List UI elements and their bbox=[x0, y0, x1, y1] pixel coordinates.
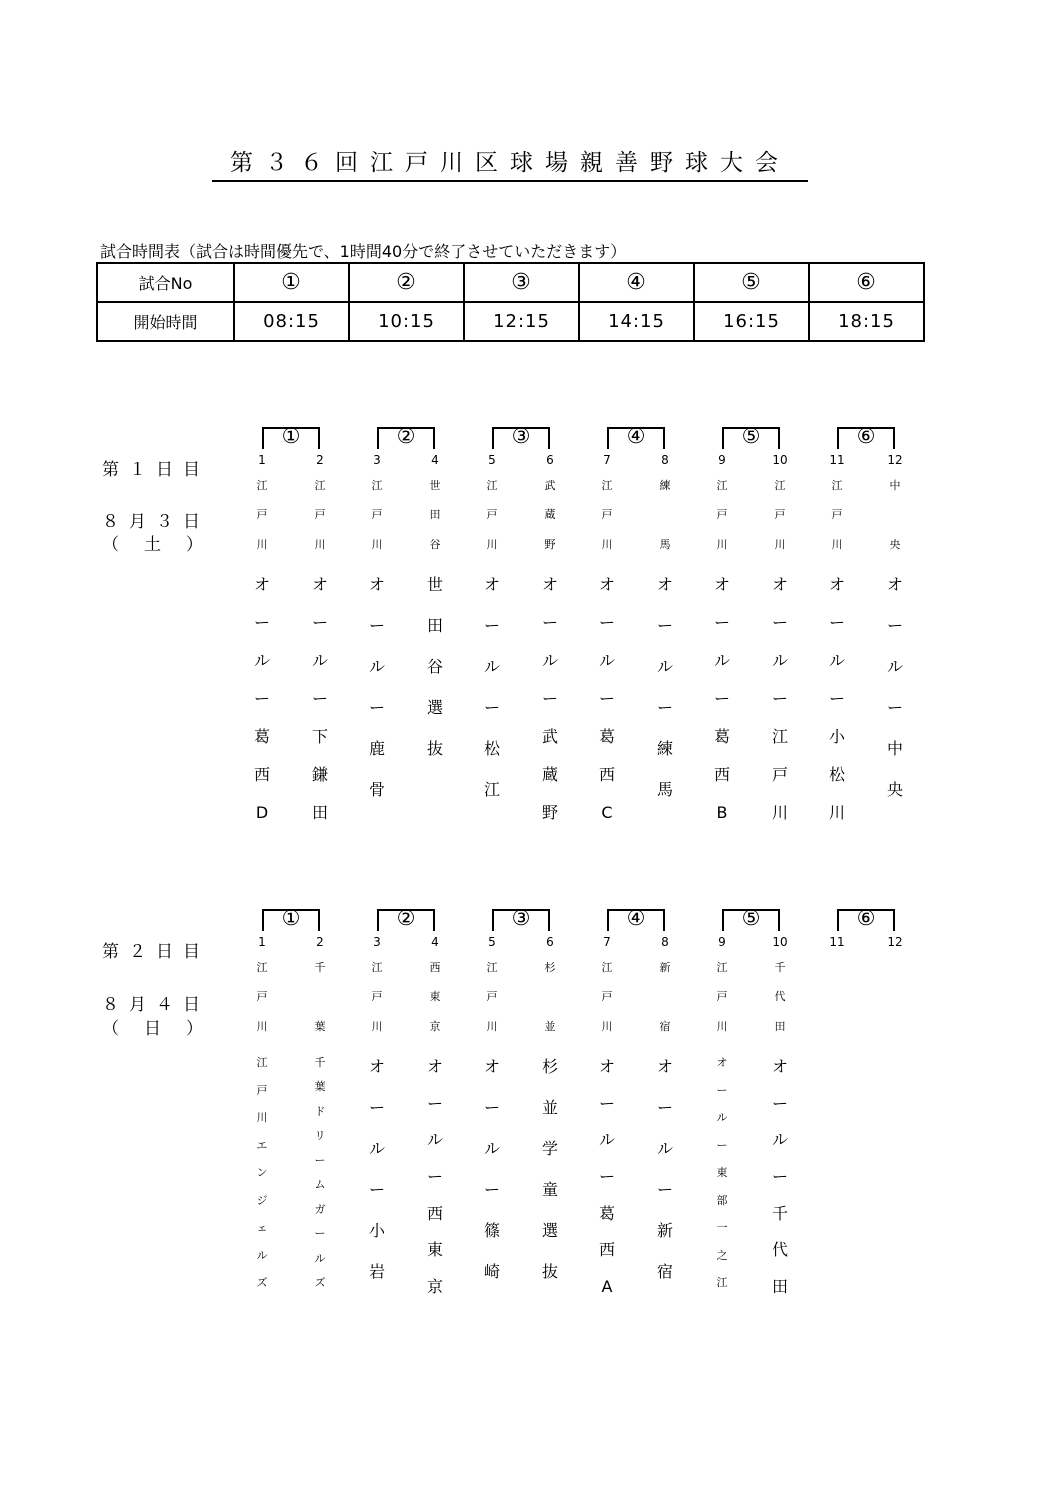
team-name-char: ー bbox=[368, 1180, 385, 1199]
team-region-char: 馬 bbox=[659, 538, 671, 551]
team-name-char: ル bbox=[598, 651, 615, 670]
slot-number: 11 bbox=[829, 935, 845, 949]
team-name-char: ズ bbox=[256, 1276, 268, 1289]
team-name-char: 西 bbox=[253, 765, 270, 784]
team-region-char: 千 bbox=[774, 961, 786, 974]
team-name-char: オ bbox=[253, 575, 270, 594]
team-region-char: 江 bbox=[371, 961, 383, 974]
team-name-char: 鎌 bbox=[311, 765, 328, 784]
team-name-char: 馬 bbox=[656, 780, 673, 799]
team-region-char: 戸 bbox=[256, 508, 268, 521]
team-name-char: ル bbox=[368, 1139, 385, 1158]
team-name-char: 川 bbox=[771, 803, 788, 822]
team-name-char: オ bbox=[886, 575, 903, 594]
team-region-char: 蔵 bbox=[544, 508, 556, 521]
schedule-table bbox=[96, 262, 925, 342]
day1-weekday: （ 土 ） bbox=[102, 535, 207, 555]
team-name-char: ル bbox=[713, 651, 730, 670]
team-name-char: ー bbox=[311, 613, 328, 632]
team-name-char: ー bbox=[253, 613, 270, 632]
team-region-char: 戸 bbox=[601, 990, 613, 1003]
team-region-char: 中 bbox=[889, 479, 901, 492]
team-name-char: リ bbox=[314, 1129, 326, 1143]
team-region-char: 川 bbox=[486, 538, 498, 551]
team-name-char: 戸 bbox=[256, 1083, 268, 1097]
team-name-char: 骨 bbox=[368, 780, 385, 799]
team-name-char: オ bbox=[598, 575, 615, 594]
slot-number: 9 bbox=[718, 935, 726, 949]
team-name-char: 千 bbox=[771, 1203, 788, 1223]
slot-number: 5 bbox=[488, 935, 496, 949]
team-name-char: 之 bbox=[716, 1248, 728, 1262]
team-name-char: ェ bbox=[256, 1221, 268, 1234]
team-name-char: 宿 bbox=[656, 1262, 673, 1281]
team-name-char: ル bbox=[886, 657, 903, 676]
team-name-char: 選 bbox=[426, 698, 443, 717]
team-region-char: 川 bbox=[486, 1020, 498, 1033]
team-region-char: 川 bbox=[256, 538, 268, 551]
start-time-cell: 16:15 bbox=[694, 302, 809, 341]
team-name-char: 松 bbox=[483, 739, 500, 758]
team-region-char: 江 bbox=[256, 961, 268, 974]
team-name-char: 田 bbox=[426, 616, 443, 635]
team-name-char: オ bbox=[771, 575, 788, 594]
team-region-char: 葉 bbox=[314, 1020, 326, 1033]
team-name-char: ル bbox=[368, 657, 385, 676]
slot-number: 8 bbox=[661, 453, 669, 467]
team-name-char: ン bbox=[256, 1166, 268, 1179]
start-time-cell: 08:15 bbox=[234, 302, 349, 341]
team-name-char: ル bbox=[716, 1111, 728, 1124]
slot-number: 9 bbox=[718, 453, 726, 467]
team-region-char: 戸 bbox=[716, 508, 728, 521]
team-name-char: ー bbox=[716, 1083, 728, 1097]
team-region-char: 戸 bbox=[486, 990, 498, 1003]
team-region-char: 京 bbox=[429, 1020, 441, 1033]
team-name-char: オ bbox=[541, 575, 558, 594]
team-name-char: 抜 bbox=[541, 1262, 558, 1281]
slot-number: 1 bbox=[258, 453, 266, 467]
game-no-label: 試合No bbox=[97, 263, 234, 302]
team-name-char: オ bbox=[311, 575, 328, 594]
game-number-mark: ⑥ bbox=[856, 424, 876, 448]
team-region-char: 川 bbox=[256, 1020, 268, 1033]
game-no-cell: ⑤ bbox=[694, 263, 809, 302]
team-region-char: 戸 bbox=[831, 508, 843, 521]
team-region-char: 練 bbox=[659, 479, 671, 492]
team-name-char: ル bbox=[656, 657, 673, 676]
team-name-char: ガ bbox=[314, 1202, 326, 1216]
page-title: 第３６回江戸川区球場親善野球大会 bbox=[212, 146, 808, 182]
team-name-char: ル bbox=[541, 651, 558, 670]
game-number-mark: ④ bbox=[626, 906, 646, 930]
team-name-char: オ bbox=[713, 575, 730, 594]
slot-number: 12 bbox=[887, 453, 903, 467]
team-name-char: 谷 bbox=[426, 657, 443, 676]
team-name-char: 東 bbox=[426, 1240, 443, 1260]
team-name-char: 江 bbox=[716, 1276, 728, 1289]
slot-number: 1 bbox=[258, 935, 266, 949]
team-name-char: 下 bbox=[311, 727, 328, 746]
team-region-char: 武 bbox=[544, 479, 556, 492]
team-name-char: 千 bbox=[314, 1056, 326, 1069]
team-name-char: 岩 bbox=[368, 1262, 385, 1281]
team-region-char: 江 bbox=[486, 479, 498, 492]
team-name-char: ル bbox=[253, 651, 270, 670]
start-time-cell: 10:15 bbox=[349, 302, 464, 341]
team-name-char: オ bbox=[483, 1057, 500, 1076]
team-name-char: 選 bbox=[541, 1221, 558, 1240]
team-name-char: 川 bbox=[828, 803, 845, 822]
team-name-char: ル bbox=[256, 1248, 268, 1262]
game-number-mark: ② bbox=[396, 424, 416, 448]
team-region-char: 田 bbox=[774, 1020, 786, 1033]
team-name-char: ー bbox=[368, 1098, 385, 1117]
team-region-char: 江 bbox=[486, 961, 498, 974]
team-name-char: 鹿 bbox=[368, 739, 385, 758]
team-name-char: ー bbox=[368, 698, 385, 717]
team-name-char: オ bbox=[656, 1057, 673, 1076]
slot-number: 2 bbox=[316, 935, 324, 949]
slot-number: 8 bbox=[661, 935, 669, 949]
game-no-cell: ② bbox=[349, 263, 464, 302]
team-region-char: 谷 bbox=[429, 538, 441, 551]
team-region-char: 川 bbox=[716, 1020, 728, 1033]
team-name-char: 葛 bbox=[253, 727, 270, 746]
team-name-char: 世 bbox=[426, 575, 443, 594]
team-name-char: ー bbox=[771, 1167, 788, 1186]
team-name-char: ジ bbox=[256, 1193, 268, 1207]
team-region-char: 戸 bbox=[716, 990, 728, 1003]
team-name-char: ー bbox=[886, 616, 903, 635]
team-name-char: 一 bbox=[716, 1221, 728, 1234]
day2-weekday: （ 日 ） bbox=[102, 1019, 207, 1039]
team-region-char: 江 bbox=[831, 479, 843, 492]
start-time-label: 開始時間 bbox=[97, 302, 234, 341]
team-name-char: 京 bbox=[426, 1277, 443, 1296]
start-time-cell: 18:15 bbox=[809, 302, 924, 341]
team-region-char: 央 bbox=[889, 538, 901, 551]
team-name-char: ー bbox=[598, 689, 615, 708]
slot-number: 4 bbox=[431, 453, 439, 467]
team-region-char: 戸 bbox=[371, 508, 383, 521]
team-name-char: ー bbox=[771, 613, 788, 632]
game-number-mark: ② bbox=[396, 906, 416, 930]
team-region-char: 川 bbox=[371, 1020, 383, 1033]
slot-number: 3 bbox=[373, 453, 381, 467]
game-number-mark: ⑤ bbox=[741, 424, 761, 448]
team-region-char: 杉 bbox=[544, 961, 556, 974]
team-name-char: C bbox=[601, 803, 613, 822]
game-number-mark: ④ bbox=[626, 424, 646, 448]
team-region-char: 川 bbox=[371, 538, 383, 551]
game-number-mark: ③ bbox=[511, 906, 531, 930]
team-name-char: ル bbox=[314, 1251, 326, 1265]
team-name-char: 西 bbox=[713, 765, 730, 784]
game-no-cell: ④ bbox=[579, 263, 694, 302]
team-name-char: ル bbox=[771, 651, 788, 670]
team-name-char: ム bbox=[314, 1178, 326, 1192]
team-name-char: 央 bbox=[886, 780, 903, 799]
team-name-char: ー bbox=[713, 613, 730, 632]
team-name-char: 小 bbox=[828, 727, 845, 746]
team-name-char: A bbox=[601, 1277, 613, 1296]
team-name-char: D bbox=[255, 803, 269, 822]
schedule-time-row bbox=[97, 302, 924, 341]
game-no-cell: ③ bbox=[464, 263, 579, 302]
team-name-char: ル bbox=[598, 1130, 615, 1150]
team-name-char: 西 bbox=[426, 1203, 443, 1223]
team-name-char: ー bbox=[483, 698, 500, 717]
slot-number: 11 bbox=[829, 453, 845, 467]
slot-number: 10 bbox=[772, 935, 788, 949]
team-name-char: ー bbox=[483, 1098, 500, 1117]
team-name-char: 田 bbox=[771, 1277, 788, 1296]
team-name-char: ー bbox=[656, 616, 673, 635]
team-name-char: 代 bbox=[771, 1240, 788, 1260]
team-name-char: 西 bbox=[598, 765, 615, 784]
team-name-char: 武 bbox=[541, 727, 558, 746]
team-region-char: 戸 bbox=[256, 990, 268, 1003]
game-number-mark: ⑤ bbox=[741, 906, 761, 930]
team-region-char: 川 bbox=[601, 1020, 613, 1033]
team-name-char: オ bbox=[716, 1056, 728, 1069]
team-name-char: オ bbox=[771, 1057, 788, 1076]
team-name-char: ー bbox=[598, 1167, 615, 1186]
team-region-char: 川 bbox=[716, 538, 728, 551]
team-name-char: ー bbox=[771, 1093, 788, 1113]
team-name-char: 学 bbox=[541, 1139, 558, 1158]
team-name-char: ル bbox=[771, 1130, 788, 1150]
team-region-char: 戸 bbox=[486, 508, 498, 521]
team-region-char: 世 bbox=[429, 479, 441, 492]
team-name-char: ル bbox=[483, 1139, 500, 1158]
team-name-char: 葉 bbox=[314, 1080, 326, 1094]
team-name-char: ー bbox=[314, 1153, 326, 1167]
team-name-char: 西 bbox=[598, 1240, 615, 1260]
slot-number: 2 bbox=[316, 453, 324, 467]
team-region-char: 江 bbox=[774, 479, 786, 492]
team-name-char: 練 bbox=[656, 739, 673, 758]
day2-date: ８月４日 bbox=[102, 995, 210, 1015]
team-name-char: オ bbox=[368, 575, 385, 594]
team-name-char: ー bbox=[713, 689, 730, 708]
team-region-char: 宿 bbox=[659, 1020, 671, 1033]
team-name-char: ル bbox=[483, 657, 500, 676]
team-region-char: 千 bbox=[314, 961, 326, 974]
team-region-char: 野 bbox=[544, 538, 556, 551]
team-name-char: ー bbox=[656, 698, 673, 717]
team-name-char: ル bbox=[656, 1139, 673, 1158]
slot-number: 6 bbox=[546, 453, 554, 467]
team-name-char: オ bbox=[656, 575, 673, 594]
team-name-char: ー bbox=[483, 616, 500, 635]
slot-number: 10 bbox=[772, 453, 788, 467]
team-region-char: 東 bbox=[429, 990, 441, 1003]
day1-label: 第１日目 bbox=[102, 460, 210, 480]
team-name-char: 小 bbox=[368, 1221, 385, 1240]
team-name-char: ー bbox=[656, 1180, 673, 1199]
team-region-char: 西 bbox=[429, 961, 441, 974]
team-name-char: オ bbox=[828, 575, 845, 594]
team-region-char: 戸 bbox=[774, 508, 786, 521]
team-name-char: ー bbox=[541, 689, 558, 708]
slot-number: 3 bbox=[373, 935, 381, 949]
day2-label: 第２日目 bbox=[102, 942, 210, 962]
schedule-note: 試合時間表（試合は時間優先で、1時間40分で終了させていただきます） bbox=[100, 242, 627, 261]
team-region-char: 江 bbox=[314, 479, 326, 492]
team-name-char: 江 bbox=[771, 727, 788, 746]
team-region-char: 江 bbox=[371, 479, 383, 492]
team-name-char: 戸 bbox=[771, 765, 788, 784]
team-name-char: ー bbox=[716, 1138, 728, 1152]
team-region-char: 江 bbox=[716, 479, 728, 492]
game-no-cell: ① bbox=[234, 263, 349, 302]
team-name-char: 抜 bbox=[426, 739, 443, 758]
game-number-mark: ⑥ bbox=[856, 906, 876, 930]
team-name-char: ー bbox=[368, 616, 385, 635]
team-name-char: ー bbox=[253, 689, 270, 708]
team-name-char: ー bbox=[314, 1227, 326, 1241]
slot-number: 4 bbox=[431, 935, 439, 949]
team-name-char: 江 bbox=[483, 780, 500, 799]
slot-number: 7 bbox=[603, 453, 611, 467]
team-region-char: 江 bbox=[601, 961, 613, 974]
slot-number: 5 bbox=[488, 453, 496, 467]
team-name-char: 田 bbox=[311, 803, 328, 822]
team-region-char: 江 bbox=[716, 961, 728, 974]
team-name-char: 新 bbox=[656, 1221, 673, 1240]
team-name-char: オ bbox=[483, 575, 500, 594]
team-name-char: 篠 bbox=[483, 1221, 500, 1240]
team-name-char: 中 bbox=[886, 739, 903, 758]
slot-number: 12 bbox=[887, 935, 903, 949]
start-time-cell: 12:15 bbox=[464, 302, 579, 341]
team-name-char: 葛 bbox=[598, 727, 615, 746]
team-name-char: 蔵 bbox=[541, 765, 558, 784]
team-name-char: エ bbox=[256, 1138, 268, 1152]
game-number-mark: ① bbox=[281, 424, 301, 448]
team-name-char: 東 bbox=[716, 1166, 728, 1179]
team-name-char: ー bbox=[828, 613, 845, 632]
team-region-char: 代 bbox=[774, 990, 786, 1003]
team-region-char: 新 bbox=[659, 961, 671, 974]
team-name-char: B bbox=[716, 803, 728, 822]
team-region-char: 戸 bbox=[371, 990, 383, 1003]
team-name-char: 葛 bbox=[713, 727, 730, 746]
team-region-char: 並 bbox=[544, 1020, 556, 1033]
team-name-char: 江 bbox=[256, 1056, 268, 1069]
team-name-char: 崎 bbox=[483, 1262, 500, 1281]
team-name-char: オ bbox=[368, 1057, 385, 1076]
team-region-char: 江 bbox=[601, 479, 613, 492]
team-region-char: 江 bbox=[256, 479, 268, 492]
team-name-char: 野 bbox=[541, 803, 558, 822]
team-name-char: ー bbox=[483, 1180, 500, 1199]
schedule-header-row bbox=[97, 263, 924, 302]
team-region-char: 川 bbox=[831, 538, 843, 551]
team-name-char: 部 bbox=[716, 1193, 728, 1207]
day1-date: ８月３日 bbox=[102, 512, 210, 532]
team-name-char: ー bbox=[598, 1093, 615, 1113]
team-name-char: ー bbox=[311, 689, 328, 708]
team-region-char: 川 bbox=[314, 538, 326, 551]
team-name-char: 童 bbox=[541, 1180, 558, 1199]
team-name-char: ー bbox=[828, 689, 845, 708]
team-name-char: ド bbox=[314, 1104, 326, 1118]
team-name-char: ー bbox=[656, 1098, 673, 1117]
game-number-mark: ③ bbox=[511, 424, 531, 448]
team-name-char: ー bbox=[598, 613, 615, 632]
team-name-char: ル bbox=[311, 651, 328, 670]
team-name-char: ー bbox=[426, 1167, 443, 1186]
team-region-char: 戸 bbox=[601, 508, 613, 521]
team-name-char: 並 bbox=[541, 1098, 558, 1117]
team-name-char: 松 bbox=[828, 765, 845, 784]
team-name-char: 葛 bbox=[598, 1203, 615, 1223]
game-number-mark: ① bbox=[281, 906, 301, 930]
slot-number: 7 bbox=[603, 935, 611, 949]
team-region-char: 川 bbox=[774, 538, 786, 551]
team-name-char: 川 bbox=[256, 1111, 268, 1124]
team-name-char: ー bbox=[771, 689, 788, 708]
team-name-char: ー bbox=[541, 613, 558, 632]
team-name-char: ル bbox=[828, 651, 845, 670]
team-region-char: 川 bbox=[601, 538, 613, 551]
team-name-char: オ bbox=[426, 1057, 443, 1076]
team-region-char: 戸 bbox=[314, 508, 326, 521]
team-region-char: 田 bbox=[429, 508, 441, 521]
team-name-char: ズ bbox=[314, 1276, 326, 1289]
team-name-char: ー bbox=[886, 698, 903, 717]
slot-number: 6 bbox=[546, 935, 554, 949]
start-time-cell: 14:15 bbox=[579, 302, 694, 341]
team-name-char: ー bbox=[426, 1093, 443, 1113]
team-name-char: ル bbox=[426, 1130, 443, 1150]
game-no-cell: ⑥ bbox=[809, 263, 924, 302]
team-name-char: 杉 bbox=[541, 1057, 558, 1076]
team-name-char: オ bbox=[598, 1057, 615, 1076]
